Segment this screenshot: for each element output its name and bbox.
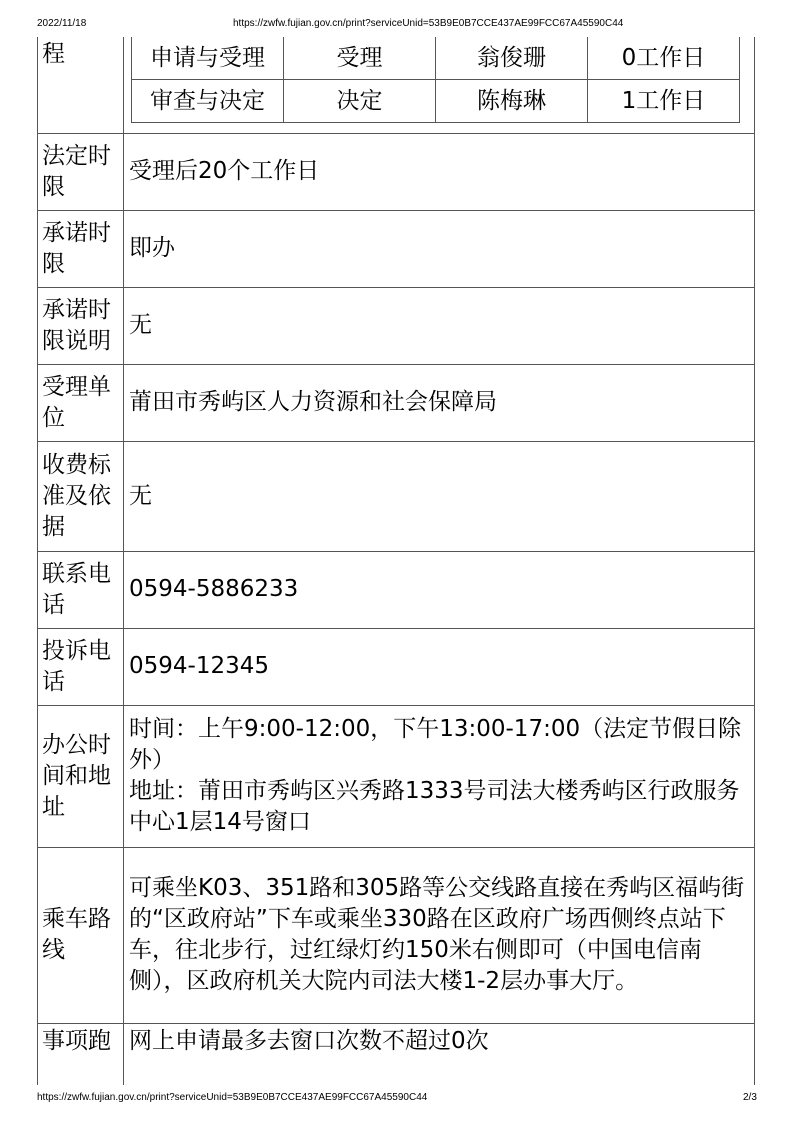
print-url: https://zwfw.fujian.gov.cn/print?serviceUnid=53B9E0B7CCE437AE99FCC67A45590C44 xyxy=(233,18,624,29)
row-value: 0594-5886233 xyxy=(124,551,755,628)
service-info-table xyxy=(37,37,755,1085)
page-number: 2/3 xyxy=(743,1092,757,1103)
office-address: 地址：莆田市秀屿区兴秀路1333号司法大楼秀屿区行政服务中心1层14号窗口 xyxy=(129,778,740,835)
table-row xyxy=(38,628,755,705)
row-label: 承诺时限说明 xyxy=(38,287,124,364)
row-value: 网上申请最多去窗口次数不超过0次 xyxy=(124,1023,755,1085)
table-row xyxy=(38,1023,755,1085)
office-hours: 时间：上午9:00-12:00，下午13:00-17:00（法定节假日除外） xyxy=(129,716,742,773)
row-label: 乘车路线 xyxy=(38,847,124,1023)
row-label: 承诺时限 xyxy=(38,210,124,287)
row-label: 受理单位 xyxy=(38,364,124,441)
row-value: 可乘坐K03、351路和305路等公交线路直接在秀屿区福屿街的“区政府站”下车或乘坐330路在区政府广场西侧终点站下车，往北步行，过红绿灯约150米右侧即可（中国电信南侧），区政府机关大院内司法大楼1-2层办事大厅。 xyxy=(124,847,755,1023)
row-value: 无 xyxy=(124,441,755,551)
print-date: 2022/11/18 xyxy=(37,18,87,29)
office-hours-address xyxy=(124,705,755,847)
process-cell xyxy=(124,37,755,133)
row-label: 联系电话 xyxy=(38,551,124,628)
process-step-row xyxy=(132,37,740,80)
table-row xyxy=(38,441,755,551)
row-value: 0594-12345 xyxy=(124,628,755,705)
table-row xyxy=(38,551,755,628)
table-row xyxy=(38,287,755,364)
row-value: 受理后20个工作日 xyxy=(124,133,755,210)
step-stage: 受理 xyxy=(284,37,436,80)
table-row xyxy=(38,133,755,210)
footer-url: https://zwfw.fujian.gov.cn/print?serviceUnid=53B9E0B7CCE437AE99FCC67A45590C44 xyxy=(37,1092,428,1103)
table-row xyxy=(38,705,755,847)
row-value: 无 xyxy=(124,287,755,364)
step-person: 翁俊珊 xyxy=(436,37,588,80)
row-label: 办公时间和地址 xyxy=(38,705,124,847)
row-label: 事项跑 xyxy=(38,1023,124,1085)
row-value: 莆田市秀屿区人力资源和社会保障局 xyxy=(124,364,755,441)
table-row xyxy=(38,364,755,441)
step-time: 0工作日 xyxy=(588,37,740,80)
row-label: 法定时限 xyxy=(38,133,124,210)
step-name: 申请与受理 xyxy=(132,37,284,80)
row-label: 投诉电话 xyxy=(38,628,124,705)
step-stage: 决定 xyxy=(284,80,436,123)
row-label-process: 程 xyxy=(38,37,124,133)
table-row xyxy=(38,847,755,1023)
step-person: 陈梅琳 xyxy=(436,80,588,123)
row-value: 即办 xyxy=(124,210,755,287)
process-steps-table xyxy=(131,37,740,123)
process-step-row xyxy=(132,80,740,123)
step-name: 审查与决定 xyxy=(132,80,284,123)
step-time: 1工作日 xyxy=(588,80,740,123)
table-row xyxy=(38,210,755,287)
row-label: 收费标准及依据 xyxy=(38,441,124,551)
